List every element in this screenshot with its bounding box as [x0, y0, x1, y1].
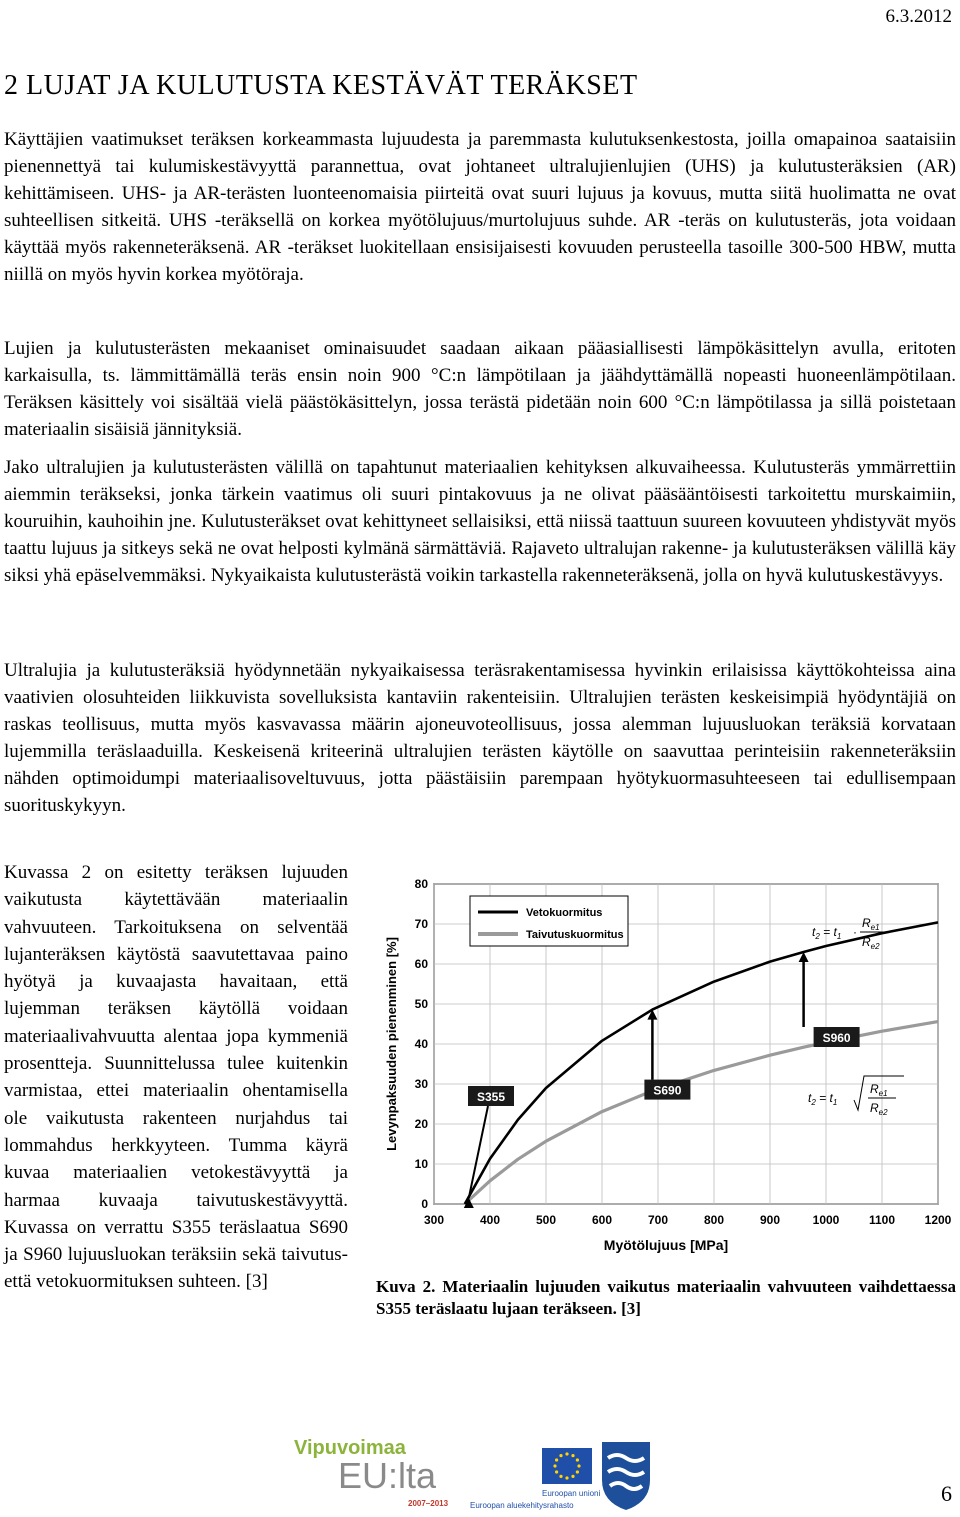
- y-tick-label: 20: [414, 1117, 428, 1131]
- eu-star-icon: [555, 1458, 558, 1461]
- formula-numerator: $R_{e1}$: [870, 1082, 888, 1098]
- coat-of-arms-icon: [602, 1442, 650, 1510]
- y-tick-label: 0: [421, 1197, 428, 1211]
- chart-legend: [470, 896, 628, 946]
- x-tick-label: 400: [479, 1213, 501, 1227]
- eu-star-icon: [576, 1470, 579, 1473]
- paragraph-intro: Käyttäjien vaatimukset teräksen korkeammasta lujuudesta ja paremmasta kulutuksenkestosta, joilla omapainoa saataisiin pienennettyä tai kulumiskestävyyttä parannettua, ovat johtaneet ultralujienlujien (UHS) ja kulutusteräksien (AR) kehittämiseen. UHS- ja AR-terästen luonteenomaisia piirteitä ovat suuri lujuus ja kovuus, mutta siitä huolimatta ne ovat suhteellisen sitkeitä. UHS -teräksellä on korkea myötölujuus/murtolujuus suhde. AR -teräs on kulutusteräs, jota voidaan käyttää myös rakenneteräksenä. AR -teräkset luokitellaan ensisijaisesti kovuuden perusteella tasoille 300-500 HBW, mutta niillä on myös hyvin korkea myötöraja.: [4, 129, 956, 285]
- x-tick-label: 700: [647, 1213, 669, 1227]
- x-tick-label: 800: [703, 1213, 725, 1227]
- x-tick-label: 1000: [812, 1213, 840, 1227]
- x-tick-label: 1100: [868, 1213, 896, 1227]
- eu-star-icon: [571, 1475, 574, 1478]
- marker-label: S960: [822, 1031, 851, 1045]
- formula-dot: ·: [853, 925, 857, 939]
- y-tick-label: 70: [414, 917, 428, 931]
- paragraph-classification: Jako ultralujien ja kulutusterästen välillä on tapahtunut materiaalien kehityksen alkuvaiheessa. Kulutusteräs ymmärrettiin aiemmin teräkseksi, jonka tärkein vaatimus oli suuri pintakovuus ja ne olivat pääsääntöisesti tarkoitettu murskaimiin, kouruihin, kauhoihin jne. Kulutusteräkset ovat kehittyneet sellaisiksi, että niissä taattuun suureen kovuuteen yhdistyvät myös taattu lujuus ja sitkeys sekä ne ovat helposti kylmänä särmättäviä. Rajaveto ultralujan rakenne- ja kulutusteräksen välillä käy siksi yhä epäselvemmäksi. Nykyaikaista kulutusterästä voikin tarkastella rakenneteräksenä, jolla on hyvä kulutuskestävyys.: [4, 457, 956, 586]
- thickness-reduction-chart: [376, 872, 960, 1272]
- marker-label: S355: [476, 1090, 506, 1104]
- figure-thickness-reduction: [376, 872, 960, 1272]
- logo-vipuvoimaa-text: Vipuvoimaa: [294, 1437, 406, 1459]
- y-tick-label: 40: [414, 1037, 428, 1051]
- eu-star-icon: [577, 1464, 580, 1467]
- y-tick-label: 10: [414, 1157, 428, 1171]
- x-tick-label: 300: [423, 1213, 445, 1227]
- y-axis-label: Levynpaksuuden pienenminen [%]: [384, 937, 399, 1151]
- figure-caption: Kuva 2. Materiaalin lujuuden vaikutus materiaalin vahvuuteen vaihdettaessa S355 teräslaatu lujaan teräkseen. [3]: [376, 1277, 956, 1318]
- eu-star-icon: [553, 1464, 556, 1467]
- eu-logos: [290, 1432, 660, 1512]
- y-tick-label: 50: [414, 997, 428, 1011]
- legend-label: Taivutuskuormitus: [526, 929, 624, 941]
- eu-star-icon: [565, 1452, 568, 1455]
- x-tick-label: 500: [535, 1213, 557, 1227]
- x-tick-label: 900: [759, 1213, 781, 1227]
- section-title: 2 LUJAT JA KULUTUSTA KESTÄVÄT TERÄKSET: [4, 70, 638, 101]
- document-date: 6.3.2012: [885, 6, 952, 27]
- eu-star-icon: [555, 1470, 558, 1473]
- x-axis-label: Myötölujuus [MPa]: [603, 1237, 729, 1253]
- formula-lhs: $t_2 = t_1$: [808, 1091, 838, 1107]
- formula-denominator: $R_{e2}$: [862, 935, 880, 951]
- eu-star-icon: [559, 1454, 562, 1457]
- paragraph-figure-description: Kuvassa 2 on esitetty teräksen lujuuden vaikutusta käytettävään materiaalin vahvuuteen. Tarkoituksena on selventää lujanteräksen käytöstä saavutettavaa paino hyötyä ja kuvaajasta havaitaan, että lujemman teräksen käytöllä voidaan materiaalivahvuutta alentaa jopa kymmeniä prosentteja. Suunnittelussa tulee kuitenkin varmistaa, ettei materiaalin ohentamisella ole vaikutusta rakenteen nurjahdus tai lommahdus herkkyyteen. Tumma käyrä kuvaa materiaalien vetokestävyyttä ja harmaa kuvaaja taivutuskestävyyttä. Kuvassa on verrattu S355 teräslaatua S690 ja S960 lujuusluokan teräksiin sekä taivutus- että vetokuormituksen suhteen. [3]: [4, 862, 348, 1293]
- eu-star-icon: [576, 1458, 579, 1461]
- y-tick-label: 60: [414, 957, 428, 971]
- x-tick-label: 1200: [924, 1213, 952, 1227]
- vipuvoimaa-logo: [294, 1437, 449, 1508]
- y-tick-label: 30: [414, 1077, 428, 1091]
- formula-numerator: $R_{e1}$: [862, 916, 880, 932]
- paragraph-applications: Ultralujia ja kulutusteräksiä hyödynnetään nykyaikaisessa teräsrakentamisessa hyvinkin erilaisissa käyttökohteissa aina vaativien olosuhteiden liikkuvista sovelluksista kantaviin rakenteisiin. Ultralujien terästen keskeisimpiä hyödyntäjiä on raskas teollisuus, mutta myös kasvavassa määrin ajoneuvoteollisuus, jossa alemman lujuusluokan teräksiä korvataan lujemmilla teräslaaduilla. Keskeisenä kriteerinä ultralujien terästen käytölle on saavuttaa perinteisiin rakenneteräksiin nähden optimoidumpi materiaalisoveltuvuus, jotta päästäisiin parempaan hyötykuormasuhteeseen tai edullisempaan suorituskykyyn.: [4, 660, 956, 816]
- formula-denominator: $R_{e2}$: [870, 1101, 888, 1117]
- eu-star-icon: [565, 1476, 568, 1479]
- footer-logos: [290, 1432, 660, 1512]
- paragraph-heat-treatment: Lujien ja kulutusterästen mekaaniset ominaisuudet saadaan aikaan pääasiallisesti lämpökäsittelyn avulla, eritoten karkaisulla, ts. lämmittämällä teräs ensin noin 900 °C:n lämpötilaan ja jäähdyttämällä nopeasti huoneenlämpötilaan. Teräksen käsittely voi sisältää vielä päästökäsittelyn, jossa terästä pidetään noin 600 °C:n lämpötilassa ja sillä poistetaan materiaalin sisäisiä jännityksiä.: [4, 338, 956, 440]
- legend-label: Vetokuormitus: [526, 907, 603, 919]
- eu-fund-text: Euroopan aluekehitysrahasto: [470, 1501, 574, 1510]
- page-number: 6: [941, 1481, 952, 1506]
- eu-star-icon: [559, 1475, 562, 1478]
- x-tick-label: 600: [591, 1213, 613, 1227]
- logo-years-text: 2007–2013: [408, 1499, 449, 1508]
- logo-eulta-text: EU:lta: [338, 1455, 437, 1496]
- eu-star-icon: [571, 1454, 574, 1457]
- marker-label: S690: [653, 1083, 682, 1098]
- formula-lhs: $t_2 = t_1$: [812, 925, 842, 941]
- y-tick-label: 80: [414, 877, 428, 891]
- eu-flag-logo: [470, 1448, 600, 1510]
- eu-union-text: Euroopan unioni: [542, 1489, 601, 1498]
